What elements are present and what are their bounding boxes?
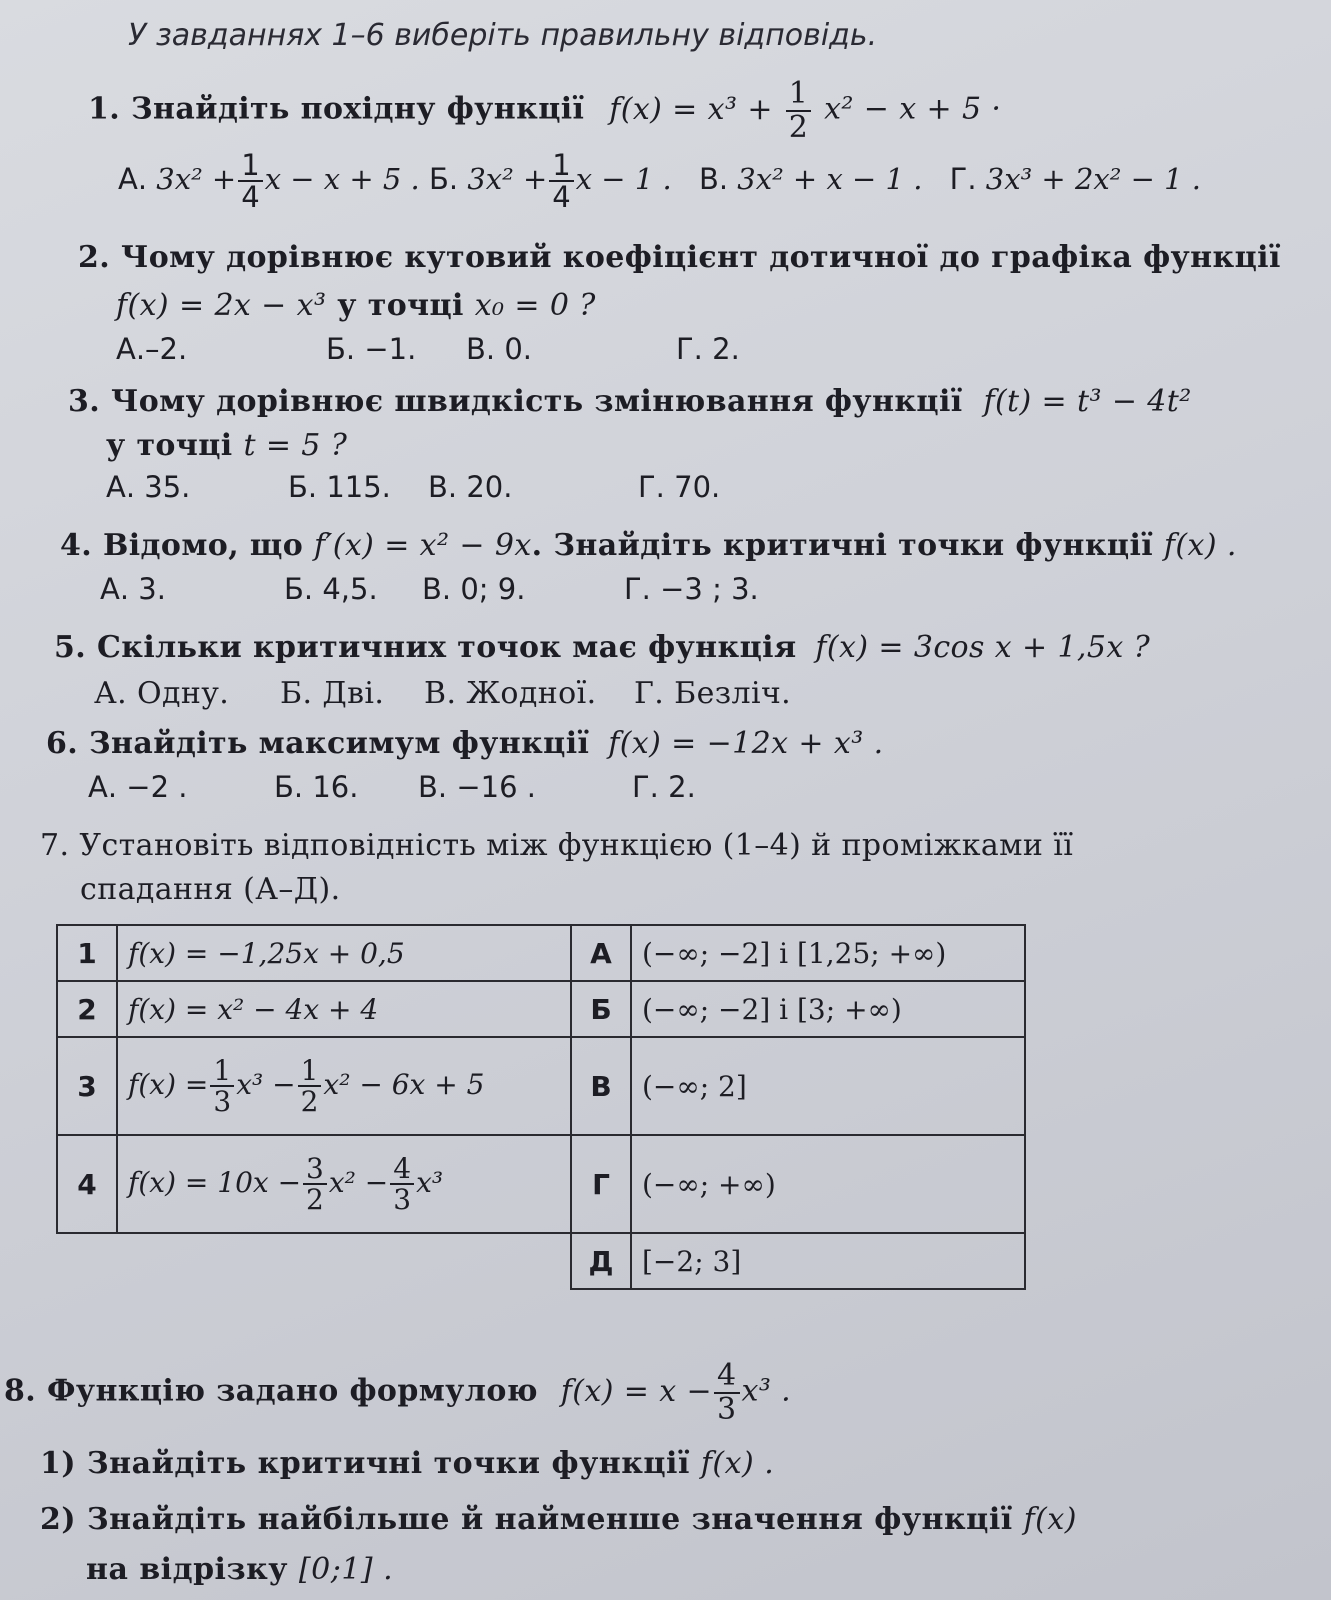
q2-mid-text: у точці (337, 288, 464, 323)
question-6 (46, 726, 884, 761)
q1-option-c[interactable]: В. 3x² + x − 1 . (698, 162, 923, 197)
function-cell: f(x) = −1,25x + 0,5 (128, 936, 405, 970)
table-row (57, 1135, 1025, 1233)
q6-option-a[interactable]: А. −2 . (88, 770, 188, 804)
function-cell: f(x) = $\frac{1}{3}$ x³ − $\frac{1}{2}$ x² − 6x + 5 (117, 1037, 571, 1135)
q4-pre: Відомо, що (102, 528, 304, 563)
q1-number: 1. (88, 91, 121, 127)
q1-option-a[interactable]: А. 3x² + $\frac{1}{4}$ x − x + 5 . (118, 148, 420, 215)
interval-cell: (−∞; 2] (631, 1037, 1025, 1135)
q3-option-d[interactable]: Г. 70. (638, 470, 721, 504)
q2-text: Чому дорівнює кутовий коефіцієнт дотичної до графіка функції (120, 240, 1281, 275)
q1-options (118, 150, 1201, 213)
q6-formula: f(x) = −12x + x³ . (608, 726, 884, 761)
q2-formula: f(x) = 2x − x³ (116, 288, 327, 323)
q3-line2 (106, 428, 347, 463)
function-cell: f(x) = x² − 4x + 4 (128, 992, 379, 1026)
q1-option-d[interactable]: Г. 3x³ + 2x² − 1 . (949, 162, 1202, 197)
q2-line2 (116, 288, 596, 323)
interval-letter: Б (571, 981, 631, 1037)
q2-point: x₀ = 0 ? (474, 288, 596, 323)
q5-option-b[interactable]: Б. Дві. (280, 676, 385, 711)
interval-cell: (−∞; −2] і [1,25; +∞) (631, 925, 1025, 981)
q3-text: Чому дорівнює швидкість змінювання функції (110, 384, 963, 419)
q5-number: 5. (54, 630, 87, 665)
q5-option-a[interactable]: А. Одну. (94, 676, 230, 711)
q8-fraction: $\frac{4}{3}$ (714, 1360, 740, 1425)
q1-fraction: $\frac{1}{2}$ (786, 78, 812, 143)
q6-option-c[interactable]: В. −16 . (418, 770, 536, 804)
q4-number: 4. (60, 528, 93, 563)
interval-cell: (−∞; −2] і [3; +∞) (631, 981, 1025, 1037)
q4-option-a[interactable]: А. 3. (100, 572, 166, 606)
table-row (57, 1037, 1025, 1135)
row-number: 4 (57, 1135, 117, 1233)
q7-number: 7. (40, 828, 70, 863)
q4-option-c[interactable]: В. 0; 9. (422, 572, 526, 606)
q7-line1: Установіть відповідність між функцією (1–4) й проміжками її (79, 828, 1074, 863)
q1-formula-right: x² − x + 5 · (824, 91, 1002, 127)
q5-option-d[interactable]: Г. Безліч. (634, 676, 792, 711)
q4-formula: f′(x) = x² − 9x (314, 528, 532, 563)
q5-option-c[interactable]: В. Жодної. (424, 676, 597, 711)
q3-formula: f(t) = t³ − 4t² (983, 384, 1192, 419)
instruction-text: У завданнях 1–6 виберіть правильну відповідь. (128, 18, 878, 53)
q1-text: Знайдіть похідну функції (130, 91, 585, 127)
q2-number: 2. (78, 240, 111, 275)
q3-number: 3. (68, 384, 101, 419)
row-number: 1 (57, 925, 117, 981)
q1-option-b[interactable]: Б. 3x² + $\frac{1}{4}$ x − 1 . (428, 148, 672, 215)
q1-formula-left: f(x) = x³ + (609, 91, 773, 127)
interval-cell: [−2; 3] (631, 1233, 1025, 1289)
question-8 (4, 1360, 791, 1425)
interval-letter: Д (571, 1233, 631, 1289)
q3-option-b[interactable]: Б. 115. (288, 470, 391, 504)
q8-text: Функцію задано формулою (46, 1373, 538, 1409)
q8-formula-pre: f(x) = x − (560, 1373, 712, 1409)
interval-letter: В (571, 1037, 631, 1135)
q6-option-d[interactable]: Г. 2. (632, 770, 696, 804)
q8-subtask-2-line2: на відрізку [0;1] . (86, 1552, 394, 1587)
q2-option-d[interactable]: Г. 2. (676, 332, 740, 366)
table-row (57, 981, 1025, 1037)
table-row (57, 1233, 1025, 1289)
interval-cell: (−∞; +∞) (631, 1135, 1025, 1233)
interval-letter: Г (571, 1135, 631, 1233)
matching-table (56, 924, 1026, 1290)
question-7 (40, 828, 1073, 863)
q6-text: Знайдіть максимум функції (88, 726, 590, 761)
q3-point: t = 5 ? (243, 428, 348, 463)
q6-number: 6. (46, 726, 79, 761)
q3-option-a[interactable]: А. 35. (106, 470, 191, 504)
function-cell: f(x) = 10x − $\frac{3}{2}$ x² − $\frac{4}{3}$ x³ (117, 1135, 571, 1233)
q4-fx: f(x) . (1163, 528, 1237, 563)
question-4 (60, 528, 1237, 563)
q7-line2: спадання (А–Д). (80, 872, 341, 907)
q6-option-b[interactable]: Б. 16. (274, 770, 359, 804)
question-3 (68, 384, 1192, 419)
q2-option-c[interactable]: В. 0. (466, 332, 533, 366)
q8-subtask-2: 2) Знайдіть найбільше й найменше значення функції f(x) (40, 1502, 1077, 1537)
q2-option-a[interactable]: А.–2. (116, 332, 188, 366)
table-row (57, 925, 1025, 981)
q8-formula-post: x³ . (741, 1373, 792, 1409)
row-number: 2 (57, 981, 117, 1037)
q4-post: . Знайдіть критичні точки функції (531, 528, 1154, 563)
interval-letter: А (571, 925, 631, 981)
q8-number: 8. (4, 1373, 37, 1409)
q5-formula: f(x) = 3cos x + 1,5x ? (815, 630, 1151, 665)
q3-line2-text: у точці (106, 428, 233, 463)
question-1 (88, 78, 1001, 143)
row-number: 3 (57, 1037, 117, 1135)
q4-option-d[interactable]: Г. −3 ; 3. (624, 572, 759, 606)
q2-option-b[interactable]: Б. −1. (326, 332, 417, 366)
question-2 (78, 240, 1281, 275)
q8-subtask-1: 1) Знайдіть критичні точки функції f(x) . (40, 1446, 775, 1481)
q3-option-c[interactable]: В. 20. (428, 470, 513, 504)
q5-text: Скільки критичних точок має функція (96, 630, 797, 665)
q4-option-b[interactable]: Б. 4,5. (284, 572, 378, 606)
question-5 (54, 630, 1150, 665)
